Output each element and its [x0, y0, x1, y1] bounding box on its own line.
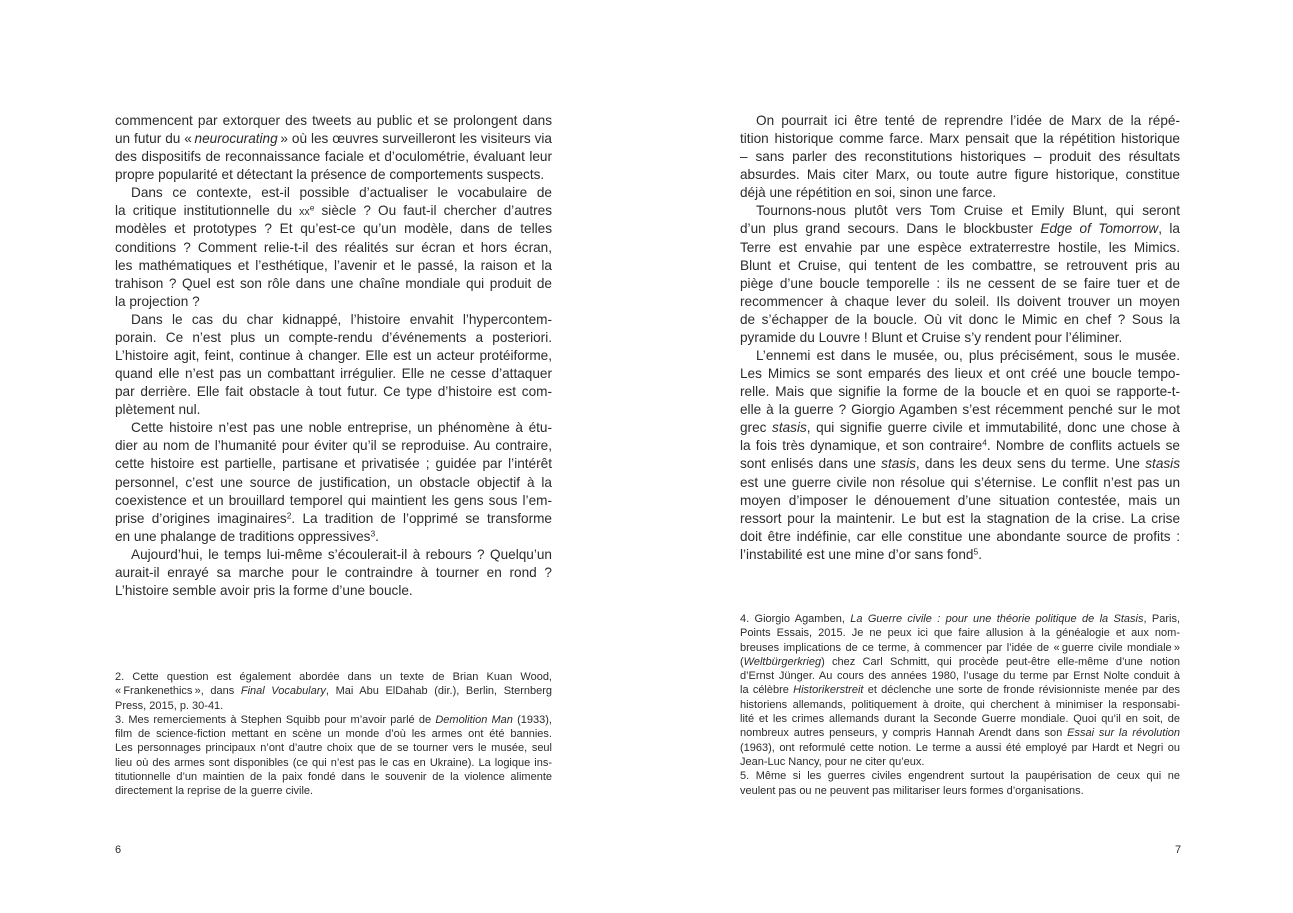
text-line [115, 148, 552, 166]
text-line [740, 626, 1180, 640]
text-line [115, 257, 552, 275]
text-run: pyramide du Louvre ! Blunt et Cruise s’y rendent pour l’éliminer. [740, 329, 1123, 345]
left-page [0, 0, 646, 913]
text-line [115, 492, 552, 510]
text-line [740, 492, 1180, 510]
text-line [115, 582, 552, 600]
text-line [740, 641, 1180, 655]
text-line [115, 329, 552, 347]
text-line [740, 130, 1180, 148]
text-line [115, 166, 552, 184]
text-run: Aujourd’hui, le temps lui-même s’écoulerait-il à rebours ? Quelqu’un [131, 546, 552, 562]
text-line [115, 437, 552, 455]
text-run: déjà une répétition en soi, sinon une farce. [740, 185, 997, 201]
text-line [740, 184, 1180, 202]
text-run: Press, 2015, p. 30-41. [115, 699, 224, 712]
text-run: prise d’origines imaginaires [115, 510, 287, 526]
text-line [115, 365, 552, 383]
page-number-left: 6 [115, 844, 122, 856]
text-run: ( [740, 655, 744, 668]
text-line [740, 401, 1180, 419]
text-run: conditions ? Comment relie-t-il des réalités sur écran et hors écran, [115, 239, 552, 255]
text-run: Les Mimics se sont emparés des lieux et ont créé une boucle tempo- [740, 366, 1180, 382]
text-line [740, 669, 1180, 683]
italic-run: Edge of Tomorrow [1040, 221, 1159, 237]
text-line [740, 419, 1180, 437]
text-run: piège d’une boucle temporelle : ils ne cessent de se faire tuer et de [740, 275, 1180, 291]
text-run: l’instabilité est une mine d’or sans fond [740, 546, 974, 562]
text-run: (1963), ont reformulé cette notion. Le terme a aussi été employé par Hardt et Negri ou [740, 741, 1180, 754]
text-line [740, 528, 1180, 546]
text-line [115, 455, 552, 473]
text-run: veulent pas ou ne peuvent pas militariser leurs formes d’organisations. [740, 784, 1084, 797]
text-line [740, 726, 1180, 740]
text-run: Jean-Luc Nancy, pour ne citer qu’eux. [740, 755, 925, 768]
footnote-ref: 4 [982, 437, 987, 448]
text-run: par derrière. Elle fait obstacle à tout futur. Ce type d’histoire est com- [115, 384, 552, 400]
text-line [740, 220, 1180, 238]
text-run: moyen d’imposer le dénouement d’une situation contestée, mais un [740, 492, 1180, 508]
text-run: elle à la guerre ? Giorgio Agamben s’est récemment penché sur le mot [740, 402, 1180, 418]
footnote-ref: 5 [973, 546, 979, 557]
italic-run: Demolition Man [435, 713, 513, 726]
text-run: , la [1158, 221, 1180, 237]
text-line [740, 275, 1180, 293]
text-run: historiens allemands, politiquement à droite, qui cherchent à minimiser la responsabi- [740, 698, 1180, 711]
text-run: cette histoire est partielle, partisane et privatisée ; guidée par l’intérêt [115, 456, 552, 472]
text-run: ressort pour la maintenir. Le but est la stagnation de la crise. La crise [740, 510, 1180, 526]
text-line [740, 257, 1180, 275]
text-line [115, 741, 552, 755]
text-line [115, 699, 552, 713]
italic-run: Final Vocabulary [240, 685, 326, 698]
text-run: lieu où des armes sont disponibles (ce qui n’est pas le cas en Ukraine). La logique ins- [115, 756, 552, 769]
text-run: un futur du « [115, 131, 195, 147]
text-run: la célèbre [740, 684, 794, 697]
text-run: en une phalange de traditions oppressives [115, 528, 371, 544]
text-line [740, 474, 1180, 492]
text-run: d’Ernst Jünger. Au cours des années 1980, l’usage du terme par Ernst Nolte conduit à [740, 670, 1180, 683]
text-line [115, 220, 552, 238]
text-run: directement la reprise de la guerre civile. [115, 785, 314, 798]
text-run: plètement nul. [115, 402, 201, 418]
text-line [740, 148, 1180, 166]
text-line [115, 202, 552, 220]
text-line [115, 528, 552, 546]
text-line [115, 474, 552, 492]
text-line [115, 670, 552, 684]
text-line [115, 756, 552, 770]
text-line [740, 612, 1180, 626]
text-run: la fois très dynamique, et son contraire [740, 438, 983, 454]
italic-run: stasis [772, 420, 807, 436]
italic-run: Historikerstreit [793, 684, 864, 697]
text-run: Tournons-nous plutôt vers Tom Cruise et Emily Blunt, qui seront [756, 203, 1180, 219]
text-line [115, 383, 552, 401]
text-run: L’ennemi est dans le musée, ou, plus précisément, sous le musée. [756, 348, 1180, 364]
text-run: lité et les crimes allemands durant la Seconde Guerre mondiale. Quoi qu’il en soit, de [740, 713, 1180, 726]
right-footnotes [740, 612, 1180, 798]
text-line [740, 347, 1180, 365]
text-run: la projection ? [115, 293, 200, 309]
text-line [740, 769, 1180, 783]
text-line [740, 455, 1180, 473]
footnote-ref: 2 [286, 510, 292, 521]
text-run: porain. Ce n’est plus un compte-rendu d’événements a posteriori. [115, 329, 552, 345]
text-line [740, 112, 1180, 130]
text-line [740, 655, 1180, 669]
text-line [740, 365, 1180, 383]
text-run: personnel, c’est une source de justification, un obstacle objectif à la [115, 474, 552, 490]
text-line [740, 712, 1180, 726]
text-line [115, 275, 552, 293]
text-run: . [978, 546, 982, 562]
text-run: Points Essais, 2015. Je ne peux ici que faire allusion à la généalogie et aux nom- [740, 627, 1180, 640]
text-line [115, 713, 552, 727]
text-line [115, 564, 552, 582]
text-run: , dans les deux sens du terme. Une [915, 456, 1146, 472]
text-run: doit être indéfinie, car elle constitue une abondante source de profits : [740, 528, 1180, 544]
text-line [740, 437, 1180, 455]
text-run: recommencer à chaque lever du soleil. Ils doivent trouver un moyen [740, 293, 1180, 309]
page-number-right: 7 [1175, 844, 1182, 856]
text-run: des dispositifs de reconnaissance faciale et d’oculométrie, évaluant leur [115, 149, 552, 165]
text-line [740, 546, 1180, 564]
text-run: grec [740, 420, 773, 436]
text-run: titutionnelle d’un maintien de la paix fondé dans le souvenir de la violence alimente [115, 771, 552, 784]
text-run: « Frankenethics », dans [115, 685, 241, 698]
text-run: L’histoire semble avoir pris la forme d’une boucle. [115, 583, 413, 599]
text-run: absurdes. Mais citer Marx, ou toute autre figure historique, constitue [740, 167, 1180, 183]
text-run: nombreux autres penseurs, y compris Hannah Arendt dans son [740, 727, 1068, 740]
text-run: dier au nom de l’humanité pour éviter qu’il se reproduise. Au contraire, [115, 438, 552, 454]
text-run: film de science-fiction mettant en scène un monde d’où les armes ont été bannies. [115, 728, 552, 741]
text-run: Les personnages principaux n’ont d’autre choix que de se tourner vers le musée, seul [115, 742, 552, 755]
text-line [115, 130, 552, 148]
text-run: Blunt et Cruise, qui tentent de les combattre, se retrouvent pris au [740, 257, 1180, 273]
text-run: les mathématiques et l’esthétique, l’avenir et le passé, la raison et la [115, 257, 552, 273]
text-line [740, 383, 1180, 401]
left-footnotes [115, 670, 552, 799]
text-run: commencent par extorquer des tweets au public et se prolongent dans [115, 113, 552, 128]
footnote-ref: 3 [370, 528, 376, 539]
text-run: quand elle n’est pas un combattant irrégulier. Elle ne cesse d’attaquer [115, 366, 552, 382]
text-line [740, 293, 1180, 311]
text-run: trahison ? Quel est son rôle dans une chaîne mondiale qui produit de [115, 275, 552, 291]
text-run: – sans parler des reconstitutions historiques – produit des résultats [740, 149, 1180, 165]
italic-run: Essai sur la révolution [1067, 727, 1181, 740]
text-line [740, 784, 1180, 798]
text-run: propre popularité et détectant la présence de comportements suspects. [115, 167, 545, 183]
text-line [740, 683, 1180, 697]
text-run: siècle ? Ou faut-il chercher d’autres [314, 203, 552, 219]
text-line [740, 741, 1180, 755]
text-line [115, 401, 552, 419]
text-line [115, 239, 552, 257]
text-line [740, 510, 1180, 528]
text-line [115, 510, 552, 528]
text-run: de s’échapper de la boucle. Où vit donc le Mimic en chef ? Sous la [740, 311, 1180, 327]
text-run: tition historique comme farce. Marx pensait que la répétition historique [740, 131, 1180, 147]
text-run: coexistence et un brouillard temporel qui maintient les gens sous l’em- [115, 492, 552, 508]
text-line [115, 727, 552, 741]
text-run: relle. Mais que signifie la forme de la boucle et en quoi se rapporte-t- [740, 384, 1180, 400]
text-line [115, 112, 552, 130]
text-run: L’histoire agit, feint, continue à changer. Elle est un acteur protéiforme, [115, 348, 552, 364]
italic-run: La Guerre civile : pour une théorie politique de la Stasis [850, 613, 1144, 625]
text-run: Terre est envahie par une espèce extraterrestre hostile, les Mimics. [740, 239, 1180, 255]
text-run: Dans le cas du char kidnappé, l’histoire envahit l’hypercontem- [131, 311, 552, 327]
text-run: sont enlisés dans une [740, 456, 882, 472]
text-run: . La tradition de l’opprimé se transforme [291, 510, 552, 526]
small-caps-run: xx [299, 206, 310, 219]
left-body-text [115, 112, 552, 600]
text-line [115, 311, 552, 329]
text-line [740, 311, 1180, 329]
text-run: d’un plus grand secours. Dans le blockbuster [740, 221, 1041, 237]
footnote-ref: e [309, 202, 315, 213]
text-run: 5. Même si les guerres civiles engendrent surtout la paupérisation de ceux qui ne [740, 770, 1180, 783]
text-run: 3. Mes remerciements à Stephen Squibb pour m’avoir parlé de [115, 713, 436, 726]
text-run: , Paris, [1143, 613, 1180, 625]
text-line [740, 698, 1180, 712]
italic-run: Weltbürgerkrieg [743, 655, 822, 668]
text-line [740, 239, 1180, 257]
text-run: 2. Cette question est également abordée dans un texte de Brian Kuan Wood, [115, 671, 552, 683]
italic-run: stasis [881, 456, 916, 472]
text-run: . [375, 528, 379, 544]
text-line [740, 166, 1180, 184]
text-run: » où les œuvres surveilleront les visiteurs via [277, 131, 552, 147]
text-run: breuses implications de ce terme, à commencer par l’idée de « guerre civile mondiale » [740, 641, 1180, 654]
italic-run: neurocurating [194, 131, 278, 147]
text-line [740, 202, 1180, 220]
text-line [115, 770, 552, 784]
text-run: On pourrait ici être tenté de reprendre l’idée de Marx de la répé- [756, 113, 1180, 128]
text-run: modèles et prototypes ? Et qu’est-ce qu’un modèle, dans de telles [115, 221, 552, 237]
text-line [740, 329, 1180, 347]
text-line [115, 293, 552, 311]
text-run: aurait-il enrayé sa marche pour le contraindre à tourner en rond ? [115, 564, 552, 580]
text-run: la critique institutionnelle du [115, 203, 300, 219]
text-run: ) chez Carl Schmitt, qui procède peut-être elle-même d’une notion [821, 655, 1180, 668]
text-run: Dans ce contexte, est-il possible d’actualiser le vocabulaire de [131, 185, 552, 201]
text-run: , Mai Abu ElDahab (dir.), Berlin, Sternberg [325, 685, 553, 698]
text-run: est une guerre civile non résolue qui s’éternise. Le conflit n’est pas un [740, 474, 1180, 490]
text-run: , qui signifie guerre civile et immutabilité, donc une chose à [806, 420, 1180, 436]
text-line [115, 419, 552, 437]
text-line [115, 546, 552, 564]
text-line [115, 684, 552, 698]
right-page [646, 0, 1293, 913]
text-run: . Nombre de conflits actuels se [986, 438, 1180, 454]
text-run: 4. Giorgio Agamben, [740, 613, 851, 625]
text-line [115, 184, 552, 202]
text-run: et déclenche une sorte de fronde révisionniste menée par des [863, 684, 1180, 697]
text-run: Cette histoire n’est pas une noble entreprise, un phénomène à étu- [131, 420, 552, 436]
text-line [740, 755, 1180, 769]
right-body-text [740, 112, 1180, 564]
text-line [115, 784, 552, 798]
text-run: (1933), [512, 713, 552, 726]
italic-run: stasis [1145, 456, 1180, 472]
text-line [115, 347, 552, 365]
